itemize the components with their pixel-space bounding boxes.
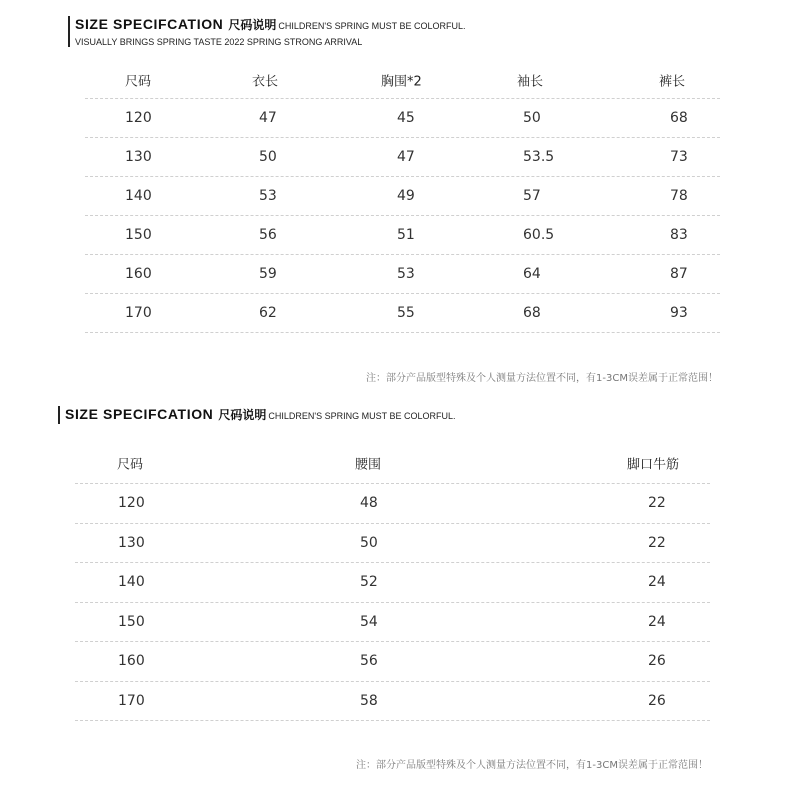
- cell-pants-length: 83: [670, 227, 688, 243]
- table-row: [85, 138, 720, 177]
- cell-chest: 47: [397, 149, 415, 165]
- cell-size: 160: [125, 266, 152, 282]
- cell-size: 130: [118, 534, 145, 551]
- heading-subtitle-2: VISUALLY BRINGS SPRING TASTE 2022 SPRING STRONG ARRIVAL: [75, 37, 363, 47]
- table-row: [75, 524, 710, 564]
- table-row: [75, 603, 710, 643]
- cell-size: 120: [118, 495, 145, 512]
- table-row: [85, 99, 720, 138]
- cell-waist: 50: [360, 534, 378, 551]
- cell-sleeve: 60.5: [523, 227, 555, 243]
- header-cuff-elastic: 脚口牛筋: [627, 457, 680, 473]
- cell-chest: 53: [397, 266, 415, 282]
- table-row: [85, 255, 720, 294]
- cell-waist: 58: [360, 692, 378, 709]
- cell-size: 150: [125, 227, 152, 243]
- heading-subtitle: CHILDREN'S SPRING MUST BE COLORFUL.: [268, 411, 456, 421]
- cell-sleeve: 68: [523, 305, 541, 321]
- table-row: [75, 484, 710, 524]
- heading-accent-bar: [58, 406, 60, 424]
- header-pants-length: 裤长: [659, 74, 686, 90]
- header-sleeve: 袖长: [517, 74, 544, 90]
- measurement-note: 注：部分产品版型特殊及个人测量方法位置不同，有1-3CM误差属于正常范围！: [356, 760, 708, 771]
- cell-size: 140: [125, 188, 152, 204]
- cell-length: 56: [259, 227, 277, 243]
- table-header-row: [85, 62, 720, 99]
- cell-length: 53: [259, 188, 277, 204]
- cell-waist: 48: [360, 495, 378, 512]
- heading-subtitle: CHILDREN'S SPRING MUST BE COLORFUL.: [278, 21, 466, 31]
- table-row: [75, 642, 710, 682]
- size-chart-section-2: [0, 400, 800, 800]
- cell-size: 130: [125, 149, 152, 165]
- cell-size: 140: [118, 574, 145, 591]
- cell-cuff-elastic: 22: [648, 534, 666, 551]
- measurement-note: 注：部分产品版型特殊及个人测量方法位置不同，有1-3CM误差属于正常范围！: [366, 373, 718, 384]
- header-length: 衣长: [252, 74, 279, 90]
- cell-chest: 51: [397, 227, 415, 243]
- cell-size: 120: [125, 110, 152, 126]
- cell-waist: 54: [360, 613, 378, 630]
- cell-pants-length: 93: [670, 305, 688, 321]
- header-size: 尺码: [125, 74, 152, 90]
- cell-size: 170: [125, 305, 152, 321]
- heading-accent-bar: [68, 16, 70, 47]
- cell-size: 150: [118, 613, 145, 630]
- table-header-row: [75, 443, 710, 484]
- cell-size: 160: [118, 653, 145, 670]
- cell-pants-length: 87: [670, 266, 688, 282]
- section-heading: [58, 406, 456, 424]
- cell-sleeve: 57: [523, 188, 541, 204]
- cell-cuff-elastic: 26: [648, 653, 666, 670]
- cell-length: 62: [259, 305, 277, 321]
- table-row: [85, 177, 720, 216]
- cell-sleeve: 53.5: [523, 149, 555, 165]
- heading-title-cn: 尺码说明: [228, 18, 277, 32]
- header-size: 尺码: [117, 457, 144, 473]
- cell-cuff-elastic: 22: [648, 495, 666, 512]
- cell-waist: 52: [360, 574, 378, 591]
- heading-title: SIZE SPECIFCATION: [65, 406, 214, 422]
- cell-length: 50: [259, 149, 277, 165]
- cell-pants-length: 73: [670, 149, 688, 165]
- section-heading: [68, 16, 466, 47]
- cell-cuff-elastic: 24: [648, 613, 666, 630]
- header-waist: 腰围: [355, 457, 382, 473]
- cell-cuff-elastic: 26: [648, 692, 666, 709]
- heading-title-cn: 尺码说明: [218, 408, 267, 422]
- cell-length: 59: [259, 266, 277, 282]
- table-row: [75, 682, 710, 722]
- table-row: [75, 563, 710, 603]
- header-chest: 胸围*2: [381, 74, 422, 90]
- heading-title: SIZE SPECIFCATION: [75, 16, 224, 32]
- size-table-1: [85, 62, 720, 333]
- cell-chest: 55: [397, 305, 415, 321]
- cell-chest: 49: [397, 188, 415, 204]
- cell-pants-length: 78: [670, 188, 688, 204]
- size-table-2: [75, 443, 710, 721]
- cell-size: 170: [118, 692, 145, 709]
- cell-length: 47: [259, 110, 277, 126]
- cell-waist: 56: [360, 653, 378, 670]
- cell-sleeve: 64: [523, 266, 541, 282]
- cell-sleeve: 50: [523, 110, 541, 126]
- cell-cuff-elastic: 24: [648, 574, 666, 591]
- table-row: [85, 294, 720, 333]
- cell-pants-length: 68: [670, 110, 688, 126]
- cell-chest: 45: [397, 110, 415, 126]
- table-row: [85, 216, 720, 255]
